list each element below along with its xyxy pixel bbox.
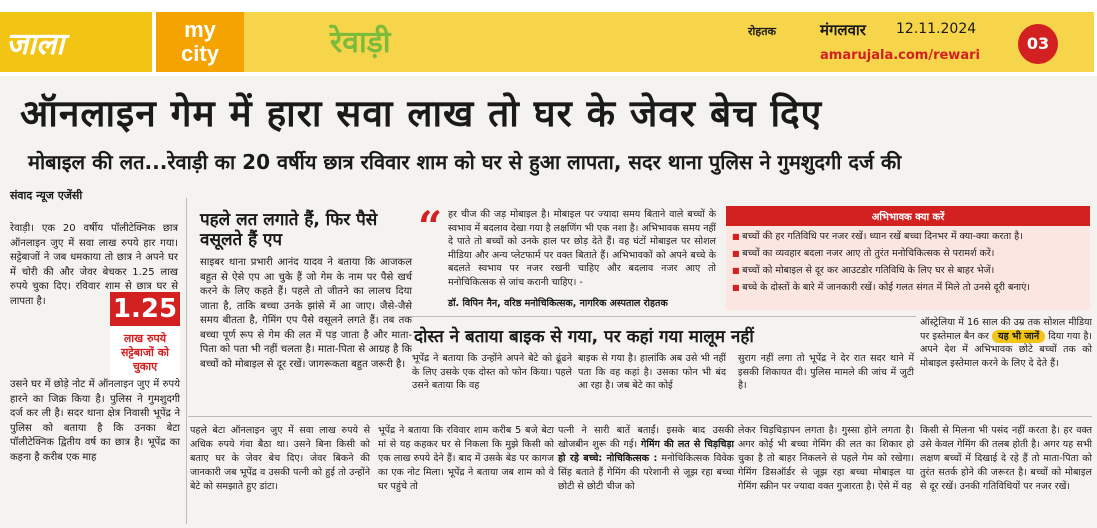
- list-item: ■ बच्चों की हर गतिविधि पर नजर रखें। ध्यान रखें बच्चा दिनभर में क्या-क्या करता है।: [732, 228, 1090, 245]
- stat-number: 1.25: [110, 292, 180, 326]
- mid-column-2: बाइक से गया है। हालांकि अब उसे भी नहीं पता कि वह कहां है। उसका फोन भी बंद आ रहा है। जब बेटे का कोई: [578, 353, 726, 391]
- sidebar-heading: पहले लत लगाते हैं, फिर पैसे वसूलते हैं एप: [200, 210, 378, 250]
- section-heading: दोस्त ने बताया बाइक से गया, पर कहां गया मालूम नहीं: [414, 327, 754, 347]
- list-item: ■ बच्चे के दोस्तों के बारे में जानकारी रखें। कोई गलत संगत में मिले तो उनसे दूरी बनाएं।: [732, 279, 1090, 296]
- quote-mark-icon: “: [418, 202, 443, 251]
- story-column-4: [558, 424, 734, 494]
- section-divider: [412, 316, 916, 317]
- story-column-2: पहले बेटा ऑनलाइन जुए में सवा लाख रुपये से अधिक रुपये गंवा बैठा था। उसने बिना किसी को बताए घर के जेवर बेच दिए। जेवर बिकने की जानकारी जब भूपेंद्र व उसकी पत्नी को हुई तो उन्होंने बेटे को समझाते हुए डांटा।: [190, 425, 370, 492]
- brand-logo: जाला: [0, 12, 152, 72]
- inline-subheading: गेमिंग की लत से चिड़चिड़ा हो रहे बच्चे: नोचिकित्सक :: [558, 439, 734, 464]
- page-title: ऑनलाइन गेम में हारा सवा लाख तो घर के जेवर बेच दिए: [20, 92, 823, 135]
- story-column-1-cont: उसने घर में छोड़े नोट में ऑनलाइन जुए में रुपये हारने का जिक्र किया है। पुलिस ने गुमशुदगी दर्ज कर ली है। सदर थाना क्षेत्र निवासी भूपेंद्र ने पुलिस को बताया है कि उनका बेटा पॉलीटेक्निक द्वितीय वर्ष का छात्र है। भूपेंद्र का कहना है करीब एक माह: [10, 379, 180, 463]
- advice-box: [726, 206, 1090, 310]
- did-you-know-badge: यह भी जानें: [992, 330, 1045, 344]
- story-column-6: किसी से मिलना भी पसंद नहीं करता है। हर वक्त उसे केवल गेमिंग की तलब होती है। अगर यह सभी लक्षण बच्चों में दिखाई दे रहे हैं तो माता-पिता को तुरंत सतर्क होने की जरूरत है। बच्चों को मोबाइल से दूर रखें। उनकी गतिविधियों पर नजर रखें।: [920, 425, 1092, 492]
- story-text: पत्नी ने सारी बातें बताईं। इसके बाद उसकी खोजबीन शुरू की गई।: [558, 425, 734, 450]
- story-text-2: मनोचिकित्सक विवेक सिंह बताते हैं गेमिंग की परेशानी से जूझ रहा बच्चा छोटी से छोटी चीज को: [558, 453, 734, 492]
- stat-box: [110, 292, 180, 392]
- story-column-1: रेवाड़ी। एक 20 वर्षीय पॉलीटेक्निक छात्र ऑनलाइन जुए में सवा लाख रुपये हार गया। सट्टेबाजों ने जब धमकाया तो छात्र ने अपने घर में चोरी की और जेवर बेचकर 1.25 लाख रुपये चुका दिए। रविवार शाम से छात्र घर से लापता है।: [10, 223, 178, 307]
- issue-date: 12.11.2024: [896, 21, 977, 37]
- story-column-5: लेकर चिड़चिड़ापन लगता है। गुस्सा होने लगता है। अगर कोई भी बच्चा गेमिंग की लत का शिकार हो चुका है तो बाहर निकलने से पहले गेम को रखेगा। गेमिंग डिसऑर्डर से जूझ रहा बच्चा मोबाइल या गेमिंग स्क्रीन पर ज्यादा वक्त गुजारता है। ऐसे में वह: [738, 425, 914, 492]
- page-number: 03: [1018, 24, 1058, 64]
- advice-title: अभिभावक क्या करें: [726, 206, 1090, 226]
- edition-url: amarujala.com/rewari: [820, 48, 980, 63]
- mid-column-1: भूपेंद्र ने बताया कि उन्होंने अपने बेटे को ढूंढने के लिए उसके एक दोस्त को फोन किया। पहले उसने बताया कि वह: [412, 353, 572, 391]
- mycity-word-2: city: [181, 41, 219, 66]
- subheadline: मोबाइल की लत...रेवाड़ी का 20 वर्षीय छात्र रविवार शाम को घर से हुआ लापता, सदर थाना पुलिस ने गुमशुदगी दर्ज की: [28, 150, 902, 174]
- quote-author: डॉ. विपिन नैन, वरिष्ठ मनोचिकित्सक, नागरिक अस्पताल रोहतक: [448, 298, 668, 309]
- did-you-know-text-2: दिया गया है। अपने देश में अभिभावक छोटे बच्चों तक को मोबाइल इस्तेमाल करने के लिए दे देते हैं।: [920, 330, 1092, 369]
- column-divider: [186, 198, 187, 524]
- did-you-know-text: ऑस्ट्रेलिया में 16 साल की उम्र तक सोशल मीडिया पर इस्तेमाल बैन कर: [920, 317, 1092, 342]
- issue-day: मंगलवार: [820, 21, 866, 39]
- masthead: [0, 0, 1097, 76]
- byline: संवाद न्यूज एजेंसी: [10, 189, 83, 202]
- story-column-3: भूपेंद्र ने बताया कि रविवार शाम करीब 5 बजे बेटा मां से यह कहकर घर से निकला कि मुझे किसी को एक लाख रुपये देने हैं। बाद में उसके बेड पर कागज का एक नोट मिला। भूपेंद्र ने बताया जब शाम को वे घर पहुंचे तो: [378, 425, 554, 492]
- mycity-word-1: my: [184, 17, 216, 42]
- did-you-know-box: [920, 316, 1092, 370]
- row-divider: [188, 416, 1092, 417]
- stat-label: लाख रुपये सट्टेबाजों को चुकाए: [120, 332, 170, 373]
- mycity-logo: [156, 12, 244, 72]
- list-item: ■ बच्चों का व्यवहार बदला नजर आए तो तुरंत मनोचिकित्सक से परामर्श करें।: [732, 245, 1090, 262]
- advice-list: [726, 226, 1090, 296]
- sidebar-text: साइबर थाना प्रभारी आनंद यादव ने बताया कि आजकल बहुत से ऐसे एप आ चुके हैं जो गेम के नाम पर पैसे खर्च करने के लिए कहते हैं। पहले तो जीतने का लालच दिया जाता है, ताकि बच्चा उनके झांसे में आ जाए। जैसे-जैसे समय बीतता है, गेमिंग एप पैसे वसूलने लगते हैं। तब तक बच्चा पूर्ण रूप से गेम की लत में पड़ जाता है और माता-पिता को पता भी नहीं चलता है। माता-पिता से आग्रह है कि बच्चों को मोबाइल से दूर रखें। जागरूकता बहुत जरूरी है।: [200, 257, 412, 370]
- city-name: रेवाड़ी: [244, 12, 744, 72]
- mid-column-3: सुराग नहीं लगा तो भूपेंद्र ने देर रात सदर थाने में इसकी शिकायत दी। पुलिस मामले की जांच में जुटी है।: [738, 353, 914, 391]
- list-item: ■ बच्चों को मोबाइल से दूर कर आउटडोर गतिविधि के लिए घर से बाहर भेजें।: [732, 262, 1090, 279]
- expert-quote: हर चीज की जड़ मोबाइल है। मोबाइल पर ज्यादा समय बिताने वाले बच्चों के स्वभाव में बदलाव देखा गया है लक्षणिंग भी एक नशा है। अभिभावक समय नहीं दे पाते तो बच्चों को उनके हाल पर छोड़ देते हैं। वह घंटों मोबाइल पर सोशल मीडिया और अन्य प्लेटफार्म पर वक्त बिताते हैं। अभिभावकों को अपने बच्चे के बदलते स्वभाव पर नजर रखनी चाहिए और बदलाव नजर आए तो मनोचिकित्सक से जांच करानी चाहिए। -: [448, 209, 716, 288]
- edition-location: रोहतक: [748, 25, 776, 38]
